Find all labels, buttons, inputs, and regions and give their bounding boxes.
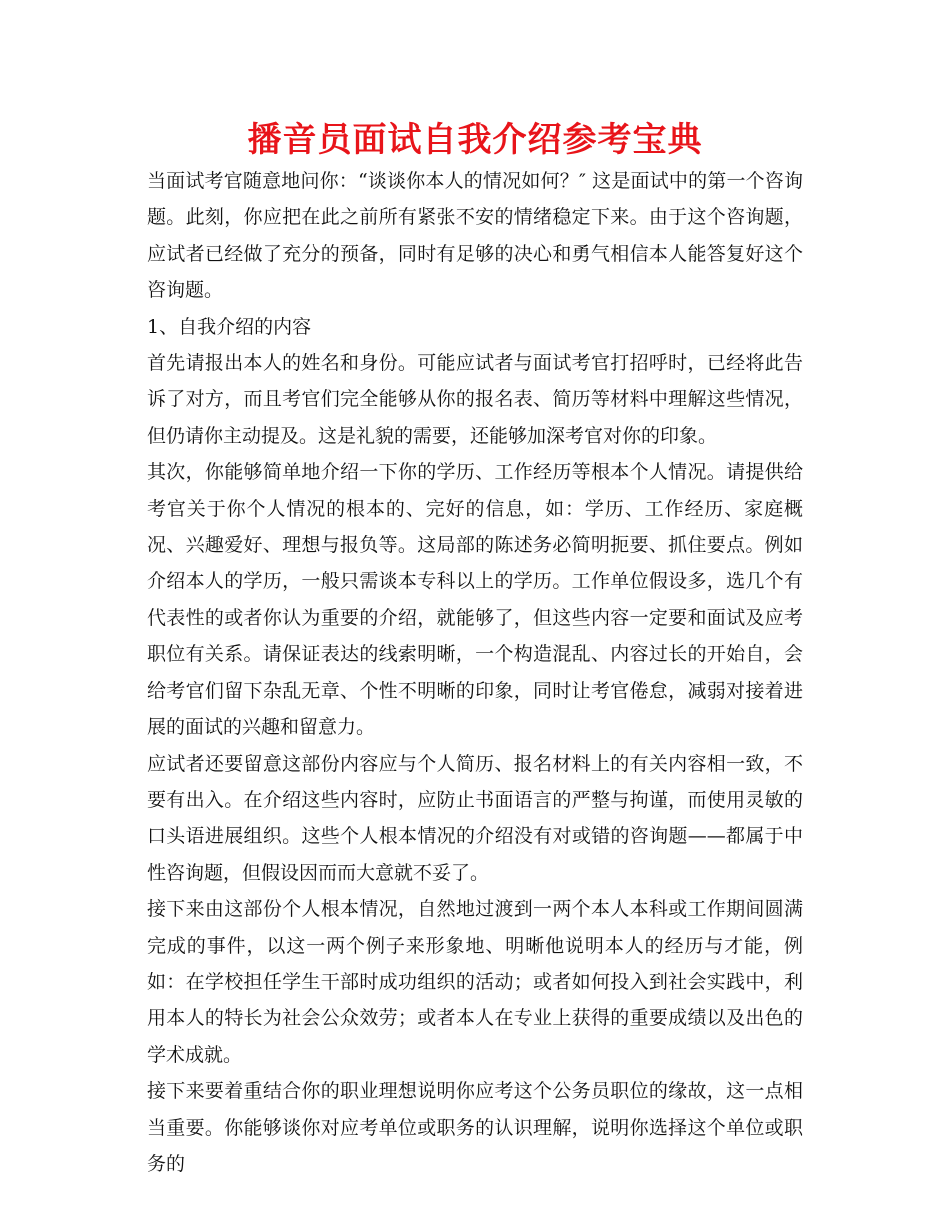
body-paragraph: 接下来由这部份个人根本情况，自然地过渡到一两个本人本科或工作期间圆满完成的事件，以这一两个例子来形象地、明晰他说明本人的经历与才能，例如：在学校担任学生干部时成功组织的活动；或者如何投入到社会实践中，利用本人的特长为社会公众效劳；或者本人在专业上获得的重要成绩以及出色的学术成就。 [147,898,803,1066]
document-body [147,163,803,1182]
section-heading: 1、自我介绍的内容 [147,315,312,338]
intro-paragraph: 当面试考官随意地问你：“谈谈你本人的情况如何？″ 这是面试中的第一个咨询题。此刻，你应把在此之前所有紧张不安的情绪稳定下来。由于这个咨询题，应试者已经做了充分的预备，同时有足够的决心和勇气相信本人能答复好这个咨询题。 [147,170,803,302]
body-paragraph: 应试者还要留意这部份内容应与个人简历、报名材料上的有关内容相一致，不要有出入。在介绍这些内容时，应防止书面语言的严整与拘谨，而使用灵敏的口头语进展组织。这些个人根本情况的介绍没有对或错的咨询题——都属于中性咨询题，但假设因而而大意就不妥了。 [147,752,803,884]
body-paragraph: 接下来要着重结合你的职业理想说明你应考这个公务员职位的缘故，这一点相当重要。你能够谈你对应考单位或职务的认识理解，说明你选择这个单位或职务的 [147,1080,803,1175]
document-title: 播音员面试自我介绍参考宝典 [247,120,703,160]
body-paragraph: 首先请报出本人的姓名和身份。可能应试者与面试考官打招呼时，已经将此告诉了对方，而且考官们完全能够从你的报名表、简历等材料中理解这些情况，但仍请你主动提及。这是礼貌的需要，还能够加深考官对你的印象。 [147,352,803,447]
body-paragraph: 其次，你能够简单地介绍一下你的学历、工作经历等根本个人情况。请提供给考官关于你个人情况的根本的、完好的信息，如：学历、工作经历、家庭概况、兴趣爱好、理想与报负等。这局部的陈述务必简明扼要、抓住要点。例如介绍本人的学历，一般只需谈本专科以上的学历。工作单位假设多，选几个有代表性的或者你认为重要的介绍，就能够了，但这些内容一定要和面试及应考职位有关系。请保证表达的线索明晰，一个构造混乱、内容过长的开始自，会给考官们留下杂乱无章、个性不明晰的印象，同时让考官倦怠，减弱对接着进展的面试的兴趣和留意力。 [147,461,803,739]
